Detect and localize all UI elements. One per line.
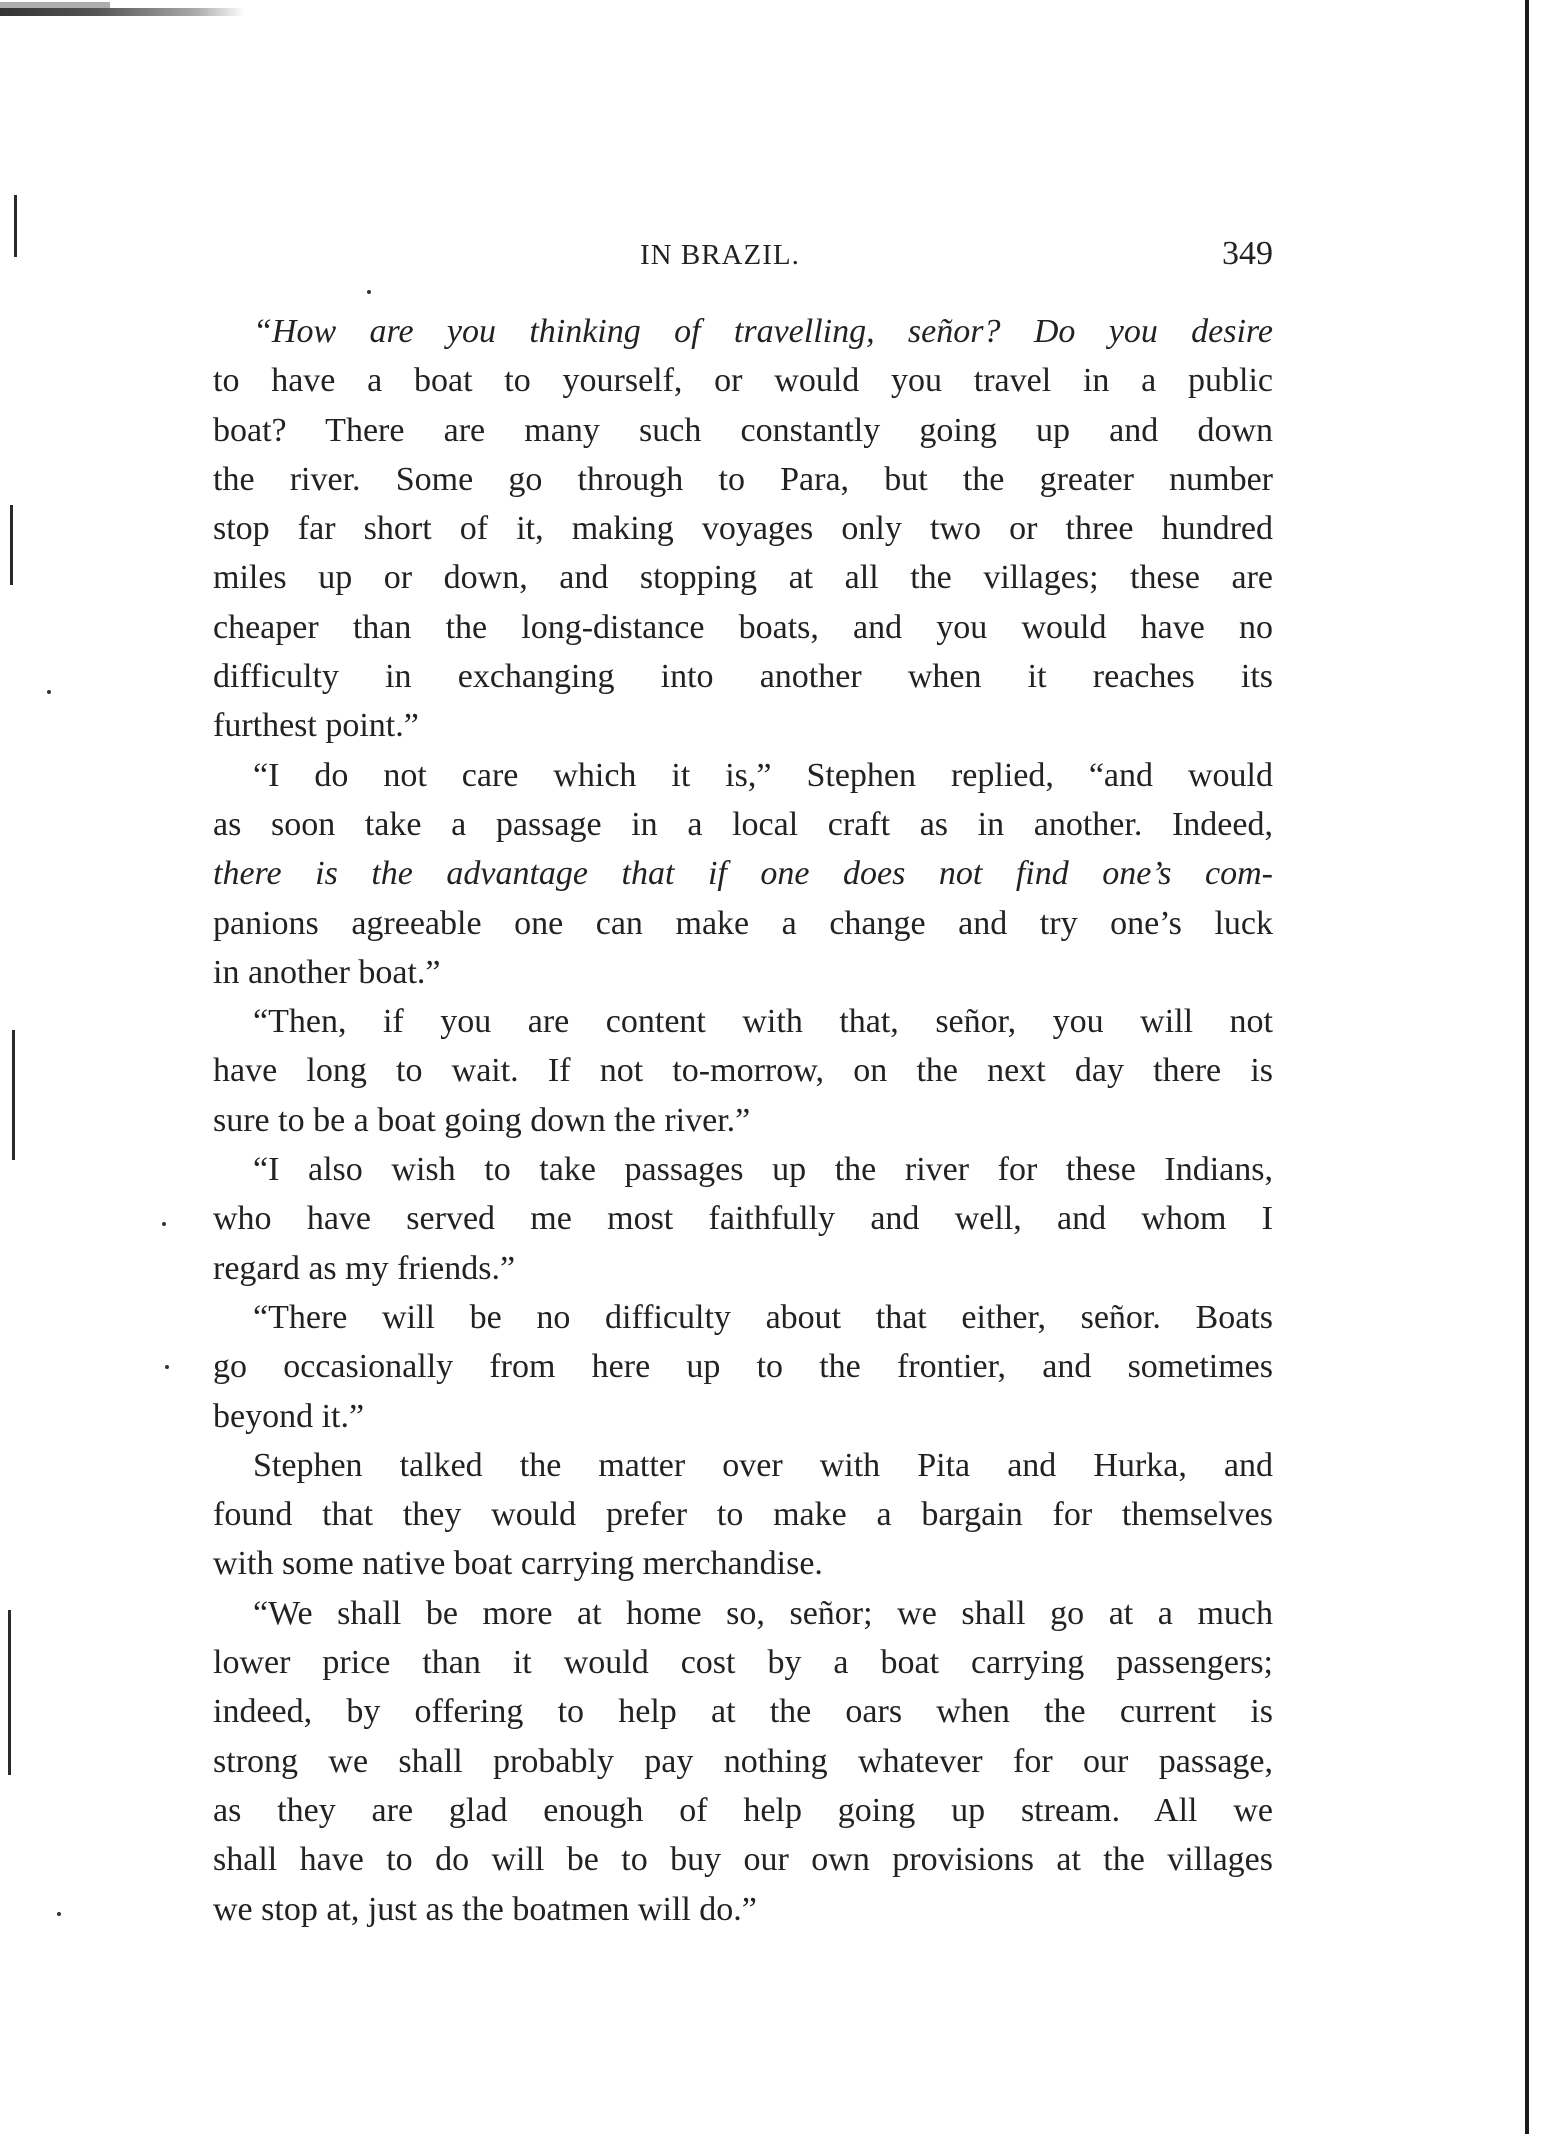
text-line: panions agreeable one can make a change and try one’s luck (213, 904, 1273, 942)
text-line: “I also wish to take passages up the river for these Indians, (253, 1151, 1273, 1189)
text-line: there is the advantage that if one does not find one’s com- (213, 855, 1273, 893)
text-line: difficulty in exchanging into another when it reaches its (213, 658, 1273, 696)
margin-mark (10, 505, 13, 585)
text-line: regard as my friends.” (213, 1249, 516, 1287)
body-text (213, 307, 1273, 1934)
text-line: miles up or down, and stopping at all the villages; these are (213, 559, 1273, 597)
text-line: have long to wait. If not to-morrow, on the next day there is (213, 1052, 1273, 1090)
page-header (213, 235, 1273, 275)
text-line: shall have to do will be to buy our own provisions at the villages (213, 1841, 1273, 1879)
text-line: “Then, if you are content with that, señor, you will not (253, 1003, 1273, 1041)
text-line: lower price than it would cost by a boat carrying passengers; (213, 1644, 1273, 1682)
text-line: “There will be no difficulty about that either, señor. Boats (253, 1298, 1273, 1336)
text-line: to have a boat to yourself, or would you travel in a public (213, 362, 1273, 400)
text-line: found that they would prefer to make a bargain for themselves (213, 1496, 1273, 1534)
ink-speck (57, 1912, 61, 1916)
margin-mark (8, 1610, 11, 1775)
scan-artifact (0, 8, 245, 16)
running-head: IN BRAZIL. (640, 239, 800, 271)
text-line: boat? There are many such constantly going up and down (213, 411, 1273, 449)
page-number: 349 (1222, 235, 1273, 272)
text-line: furthest point.” (213, 707, 419, 745)
text-line: “How are you thinking of travelling, señor? Do you desire (253, 313, 1273, 350)
text-line: stop far short of it, making voyages only two or three hundred (213, 510, 1273, 548)
text-line: beyond it.” (213, 1397, 365, 1435)
ink-speck (162, 1222, 166, 1226)
text-line: as soon take a passage in a local craft as in another. Indeed, (213, 805, 1273, 843)
text-line: we stop at, just as the boatmen will do.” (213, 1890, 757, 1928)
text-line: “We shall be more at home so, señor; we shall go at a much (253, 1594, 1273, 1632)
text-line: cheaper than the long-distance boats, and you would have no (213, 608, 1273, 646)
ink-speck (47, 690, 51, 694)
text-line: as they are glad enough of help going up stream. All we (213, 1791, 1273, 1829)
text-line: “I do not care which it is,” Stephen replied, “and would (253, 756, 1273, 794)
text-line: indeed, by offering to help at the oars when the current is (213, 1693, 1273, 1731)
text-line: the river. Some go through to Para, but the greater number (213, 460, 1273, 498)
text-line: in another boat.” (213, 953, 441, 991)
text-line: strong we shall probably pay nothing whatever for our passage, (213, 1742, 1273, 1780)
margin-mark (14, 195, 17, 257)
ink-speck (165, 1365, 169, 1369)
text-line: Stephen talked the matter over with Pita and Hurka, and (253, 1446, 1273, 1484)
margin-mark (12, 1030, 15, 1160)
page-edge-rule (1525, 0, 1529, 2134)
text-line: who have served me most faithfully and well, and whom I (213, 1200, 1273, 1238)
ink-speck (367, 290, 371, 294)
text-line: with some native boat carrying merchandise. (213, 1545, 823, 1583)
text-line: go occasionally from here up to the frontier, and sometimes (213, 1348, 1273, 1386)
text-line: sure to be a boat going down the river.” (213, 1101, 751, 1139)
